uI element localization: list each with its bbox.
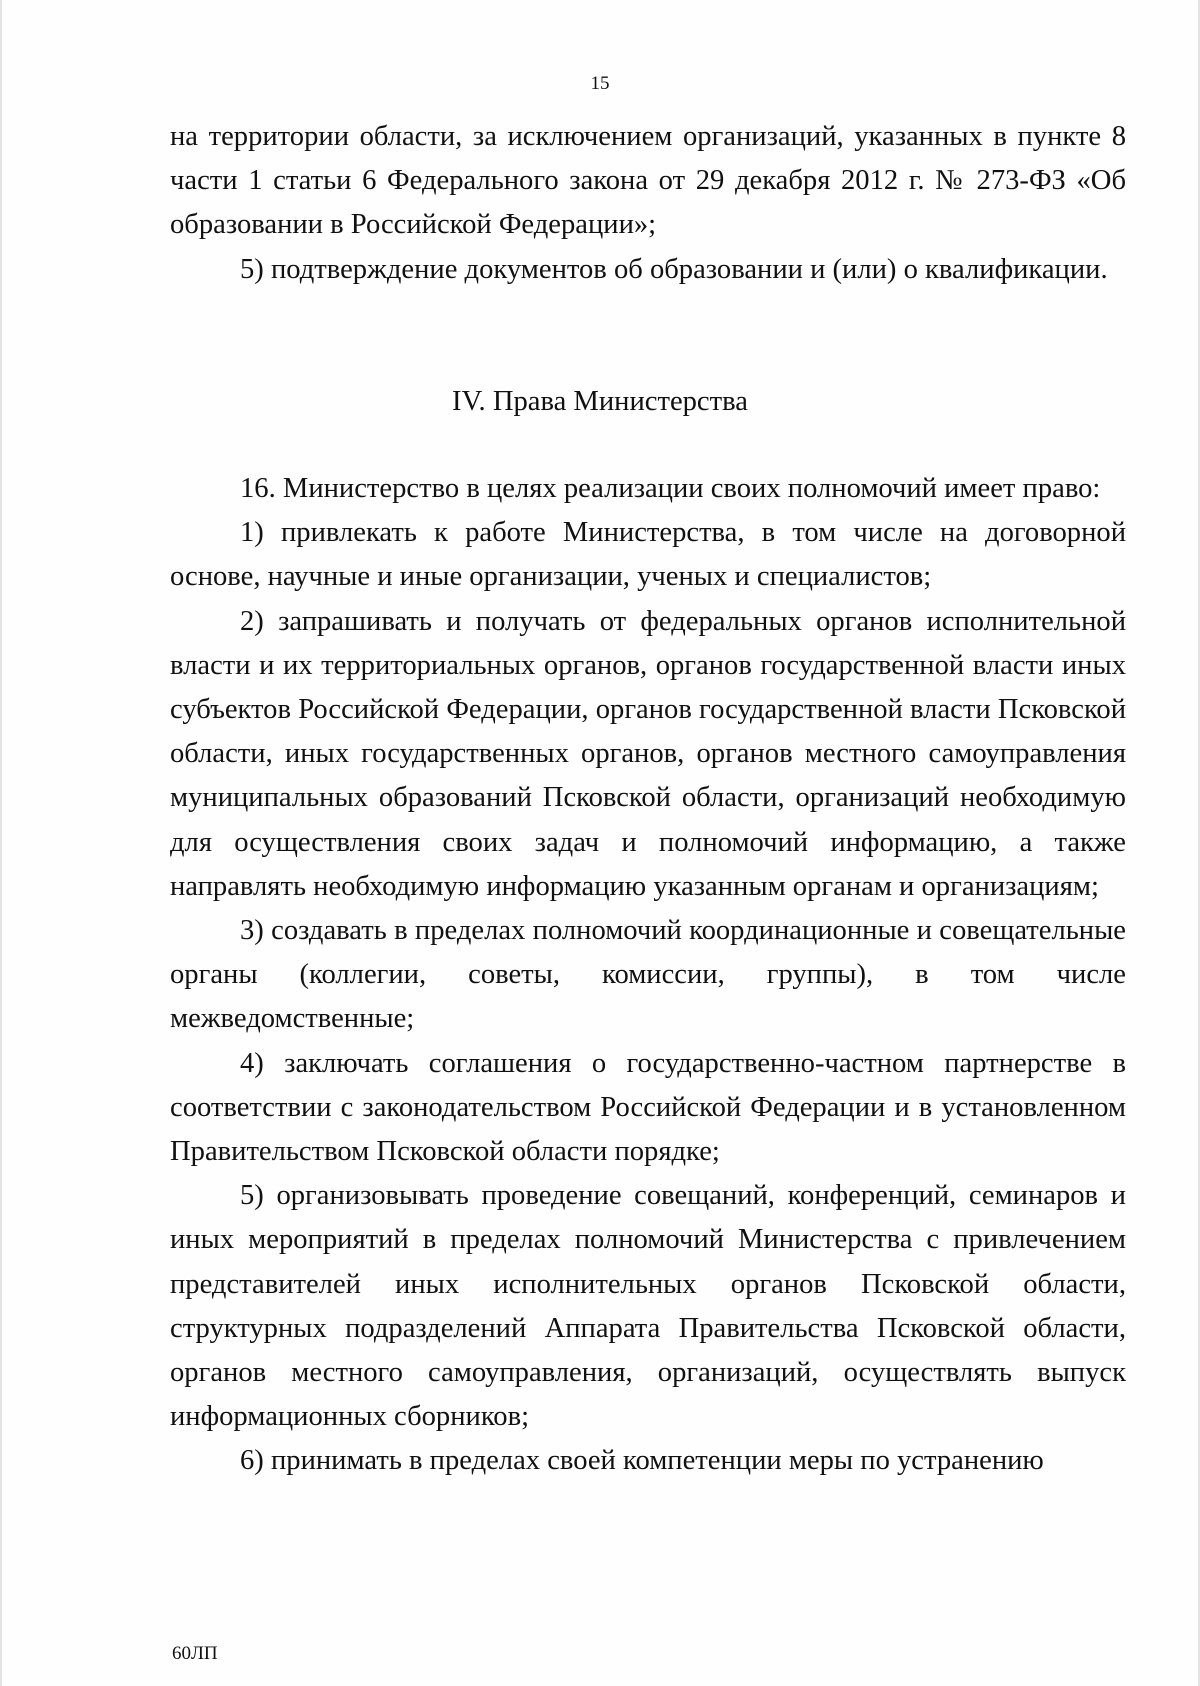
paragraph-item-5-qualification: 5) подтверждение документов об образовании и (или) о квалификации.: [240, 253, 1108, 285]
paragraph-continuation: на территории области, за исключением организаций, указанных в пункте 8 части 1 статьи 6 Федерального закона от 29 декабря 2012 г. № 273-ФЗ «Об образовании в Российской Федерации»;: [170, 121, 1126, 241]
paragraph-right-4: 4) заключать соглашения о государственно-частном партнерстве в соответствии с законодательством Российской Федерации и в установленном Правительством Псковской области порядке;: [170, 1047, 1126, 1168]
paragraph-right-3: 3) создавать в пределах полномочий координационные и совещательные органы (коллегии, советы, комиссии, группы), в том числе межведомственные;: [170, 915, 1126, 1035]
paragraph-right-5: 5) организовывать проведение совещаний, конференций, семинаров и иных мероприятий в пределах полномочий Министерства с привлечением представителей иных исполнительных органов Псковской области, структурных подразделений Аппарата Правительства Псковской области, органов местного самоуправления, организаций, осуществлять выпуск информационных сборников;: [170, 1180, 1126, 1433]
text-block-upper: [170, 115, 1126, 292]
paragraph-right-2: 2) запрашивать и получать от федеральных органов исполнительной власти и их территориальных органов, органов государственной власти иных субъектов Российской Федерации, органов государственной власти Псковской области, иных государственных органов, органов местного самоуправления муниципальных образований Псковской области, организаций необходимую для осуществления своих задач и полномочий информацию, а также направлять необходимую информацию указанным органам и организациям;: [170, 605, 1126, 902]
text-block-lower: [170, 467, 1126, 1484]
section-heading: IV. Права Министерства: [452, 386, 748, 417]
paragraph-clause-16: 16. Министерство в целях реализации своих полномочий имеет право:: [240, 473, 1101, 504]
paragraph-right-6: 6) принимать в пределах своей компетенции меры по устранению: [240, 1445, 1044, 1477]
footer-document-code: 60ЛП: [172, 1643, 218, 1664]
paragraph-right-1: 1) привлекать к работе Министерства, в том числе на договорной основе, научные и иные организации, ученых и специалистов;: [170, 517, 1126, 593]
page-number: 15: [590, 73, 610, 94]
